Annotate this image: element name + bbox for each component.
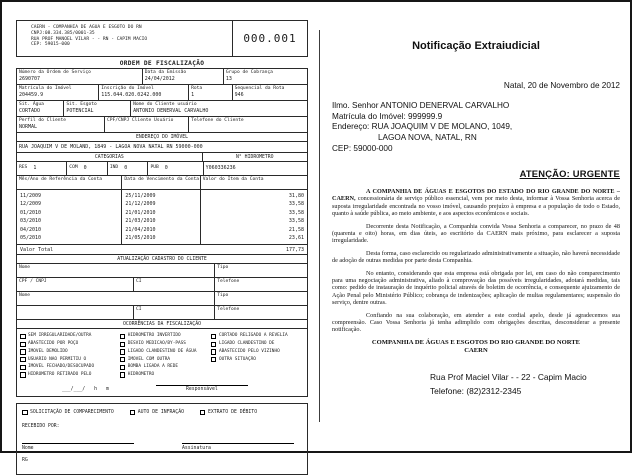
- checkbox-option: [211, 357, 305, 363]
- paragraph-1-lead: A COMPANHIA DE ÁGUAS E ESGOTOS DO ESTADO DO RIO GRANDE DO NORTE – CAERN,: [332, 187, 620, 203]
- checkbox-label: ABASTECIDO POR POÇO: [28, 341, 79, 347]
- category-ind: IND 0: [107, 162, 148, 175]
- cadastro-type: Tipo: [214, 264, 307, 277]
- category-com: COM 0: [66, 162, 107, 175]
- section-property-address: ENDEREÇO DO IMÓVEL: [16, 132, 308, 142]
- occurrences-columns: [20, 333, 305, 379]
- recipient-address-2: LAGOA NOVA, NATAL, RN: [378, 132, 477, 142]
- bill-table-body: [16, 189, 308, 245]
- letter-paragraph-2: Decorrente desta Notificação, a Companhia convida Vossa Senhoria a comparecer, no prazo de 48 (quarenta e oito) horas, em dias úteis, ao escritório da CAERN mais próximo, para esclarecer a suposta irregularidade.: [332, 222, 620, 245]
- company-address: RUA PROF MANOEL VILAR - - RN - CAPIM MACIO: [31, 36, 148, 42]
- checkbox-option: [20, 372, 120, 378]
- checkbox-option: [20, 333, 120, 339]
- checkbox-label: LIGADO CLANDESTINO DE ÁGUA: [127, 348, 197, 354]
- signature-lines: [22, 443, 302, 451]
- bill-value: 33,58: [288, 209, 304, 216]
- cadastro-row-4: [16, 305, 308, 320]
- form-row-status: [16, 100, 308, 117]
- inspection-order-form: [16, 20, 308, 475]
- field-client-phone: Telefone do Cliente: [188, 117, 307, 132]
- bill-header-due: Data de Vencimento da Conta: [121, 176, 199, 189]
- responsible-signature-line: Responsável: [156, 385, 248, 392]
- letter-body: [332, 188, 620, 334]
- checkbox-icon: [120, 334, 126, 340]
- checkbox-icon: [20, 372, 26, 378]
- checkbox-label: IMOVEL COM OUTRA: [127, 356, 171, 362]
- checkbox-icon: [20, 365, 26, 371]
- bill-ref: 12/2009: [20, 201, 42, 208]
- letter-title: Notificação Extraiudicial: [412, 40, 540, 52]
- checkbox-label: HIDROMETRO INVERTIDO: [127, 333, 181, 339]
- field-route-sequence: Sequencial da Rota 946: [232, 85, 307, 100]
- checkbox-label: DESVIO MEDICAO/BY-PASS: [127, 341, 186, 347]
- signature-company: COMPANHIA DE ÁGUAS E ESGOTOS DO RIO GRANDE DO NORTE: [371, 338, 581, 346]
- letter-paragraph-3: Desta forma, caso esclarecido ou regularizado administrativamente a situação, não haverá necessidade de adoção de outras medidas por parte desta Companhia.: [332, 249, 620, 265]
- checkbox-option: [120, 349, 211, 355]
- property-address-value: RUA JOAQUIM V DE MOLAND, 1849 - LAGOA NOVA NATAL RN 59000-000: [16, 141, 308, 153]
- bill-value: 33,58: [288, 218, 304, 225]
- checkbox-option: [20, 364, 120, 370]
- bill-col-due: [121, 190, 199, 244]
- checkbox-option: [20, 349, 120, 355]
- letter-recipient-block: [332, 101, 620, 155]
- checkbox-label: HIDROMETRO RETIRADO PELO: [28, 371, 92, 377]
- signature-acronym: CAERN: [464, 347, 488, 355]
- checkbox-icon: [120, 357, 126, 363]
- checkbox-icon: [120, 342, 126, 348]
- checkbox-option: [130, 410, 184, 416]
- notification-letter: [332, 32, 620, 398]
- field-client-name: Nome do Cliente usuário ANTONIO DENERVAL CARVALHO: [130, 101, 307, 116]
- company-cep: CEP: 59015-000: [31, 42, 70, 48]
- checkbox-label: ABASTECIDO PELO VIZINHO: [218, 348, 280, 354]
- letter-paragraph-1: [332, 188, 620, 218]
- field-sewage-status: Sit. Esgoto POTENCIAL: [63, 101, 130, 116]
- cadastro-row-3: [16, 291, 308, 306]
- occurrences-col-3: [211, 333, 305, 379]
- checkbox-icon: [22, 410, 28, 416]
- bill-col-ref: [17, 190, 121, 244]
- hydrometer-value: Y060336236: [203, 162, 307, 175]
- bill-ref: 01/2010: [20, 209, 42, 216]
- bill-ref: 03/2010: [20, 218, 42, 225]
- bill-value: 21,58: [288, 226, 304, 233]
- recipient-name: Ilmo. Senhor ANTONIO DENERVAL CARVALHO: [332, 101, 510, 110]
- checkbox-option: [211, 349, 305, 355]
- checkbox-icon: [20, 349, 26, 355]
- categories-title: CATEGORIAS: [17, 153, 203, 161]
- bill-due: 21/03/2010: [125, 218, 156, 225]
- letter-signature: [332, 339, 620, 355]
- category-res: RES 1: [19, 164, 37, 171]
- bill-col-value: [200, 190, 307, 244]
- checkbox-option: [20, 357, 120, 363]
- cadastro-phone: Telefone: [214, 306, 307, 319]
- letter-date: Natal, 20 de Novembro de 2012: [503, 81, 620, 90]
- bill-due: 25/11/2009: [125, 193, 156, 199]
- bill-due: 21/04/2010: [125, 226, 156, 233]
- company-header-box: [16, 20, 308, 57]
- checkbox-option: [120, 372, 211, 378]
- bill-ref: 04/2010: [20, 226, 42, 233]
- cadastro-ci: CI: [133, 278, 214, 291]
- recipient-address-1: Endereço: RUA JOAQUIM V DE MOLANO, 1049,: [332, 122, 513, 132]
- cadastro-name: Nome: [19, 265, 31, 271]
- bill-value: 31,80: [288, 193, 304, 199]
- checkbox-label: AUTO DE INFRAÇÃO: [137, 409, 184, 415]
- rg-label: RG: [22, 457, 28, 463]
- cadastro-empty: [17, 306, 133, 319]
- field-client-cpf: CPF/CNPJ Cliente Usuário: [104, 117, 188, 132]
- bill-value: 33,58: [288, 201, 304, 208]
- received-by-label: RECEBIDO POR:: [22, 424, 60, 430]
- occurrences-col-1: [20, 333, 120, 379]
- checkbox-label: SEM IRREGULARIDADE/OUTRA: [28, 333, 92, 339]
- checkbox-option: [22, 410, 114, 416]
- company-name: CAERN - COMPANHIA DE AGUA E ESGOTO DO RN: [31, 25, 142, 30]
- bill-due: 21/12/2009: [125, 201, 156, 208]
- attention-heading: ATENÇÃO: URGENTE: [519, 167, 620, 179]
- checkbox-icon: [20, 357, 26, 363]
- checkbox-option: [20, 341, 120, 347]
- recipient-registration: Matrícula do Imóvel: 999999.9: [332, 111, 443, 121]
- checkbox-icon: [130, 410, 136, 416]
- receipt-options: [22, 410, 302, 416]
- bill-due: 21/01/2010: [125, 209, 156, 216]
- field-client-profile: Perfil do Cliente NORMAL: [19, 118, 67, 130]
- field-route: Rota 1: [188, 85, 232, 100]
- field-property-inscription: Inscrição do Imóvel 115.044.020.0242.000: [98, 85, 188, 100]
- bill-header-ref: Mês/Ano de Referência da Conta: [19, 177, 102, 182]
- checkbox-option: [120, 333, 211, 339]
- bill-table-header: [16, 175, 308, 190]
- name-signature-line: Nome: [22, 443, 134, 451]
- document-number: 000.001: [232, 21, 307, 56]
- minute-label: m: [106, 386, 109, 392]
- page-fold-divider: [319, 30, 320, 422]
- form-row-service-order: [16, 68, 308, 85]
- checkbox-icon: [120, 372, 126, 378]
- checkbox-icon: [120, 349, 126, 355]
- cadastro-row-1: [16, 263, 308, 278]
- checkbox-icon: [211, 349, 217, 355]
- company-cnpj: CNPJ:08.334.385/0001-35: [31, 30, 95, 36]
- section-client-update: ATUALIZAÇÃO CADASTRO DO CLIENTE: [16, 254, 308, 264]
- checkbox-label: SOLICITAÇÃO DE COMPARECIMENTO: [30, 409, 114, 415]
- form-row-client: [16, 116, 308, 133]
- bill-value: 23,61: [288, 235, 304, 242]
- checkbox-option: [120, 357, 211, 363]
- checkbox-label: USUARIO NAO PERMITIU O: [28, 356, 87, 362]
- checkbox-icon: [120, 365, 126, 371]
- bill-total-label: Valor Total: [20, 246, 54, 253]
- checkbox-icon: [20, 342, 26, 348]
- field-billing-group: Grupo de Cobrança 13: [223, 69, 307, 84]
- field-water-status: Sit. Água CORTADO: [19, 102, 44, 114]
- cadastro-row-2: [16, 277, 308, 292]
- checkbox-label: BOMBA LIGADA A REDE: [127, 364, 178, 370]
- footer-phone: Telefone: (82)2312-2345: [430, 385, 522, 396]
- checkbox-icon: [211, 334, 217, 340]
- checkbox-option: [211, 341, 305, 347]
- checkbox-label: IMOVEL DEMOLIDO: [28, 348, 68, 354]
- letter-paragraph-4: No entanto, considerando que esta empresa está obrigada por lei, em caso do não comparecimento para uma negociação administrativa, aliado à comprovação das possíveis irregularidades, adotará medidas, tais como: pedido de instauração de inquérito policial através de boletim de ocorrência, e consequente ajuizamento de Ação Penal pelo Ministério Público; cobrança de indenizações; aplicação de multas regulamentares; suspensão do serviço, dentre outras.: [332, 269, 620, 307]
- form-title: ORDEM DE FISCALIZAÇÃO: [119, 60, 205, 67]
- checkbox-option: [211, 333, 305, 339]
- section-occurrences: OCORRÊNCIAS DA FISCALIZAÇÃO: [16, 319, 308, 329]
- receipt-box: [16, 403, 308, 475]
- section-categories-hydrometer: [16, 152, 308, 162]
- checkbox-icon: [211, 357, 217, 363]
- bill-header-value: Valor do Item da Conta: [200, 176, 307, 189]
- form-row-categories: [16, 161, 308, 176]
- checkbox-label: EXTRATO DE DÉBITO: [207, 409, 258, 415]
- bill-due: 21/05/2010: [125, 235, 156, 242]
- signature-line: Assinatura: [182, 443, 294, 451]
- field-emission-date: Data da Emissão 24/04/2012: [142, 69, 223, 84]
- cadastro-type: Tipo: [214, 292, 307, 305]
- recipient-cep: CEP: 59000-000: [332, 144, 393, 154]
- checkbox-label: OUTRA SITUAÇÃO: [218, 356, 256, 362]
- checkbox-option: [200, 410, 257, 416]
- category-pub: PUB 0: [147, 162, 202, 175]
- checkbox-label: CORTADO RELIGADO A REVELIA: [218, 333, 288, 339]
- paragraph-1-rest: concessionária de serviço público essencial, vem por meio desta, informar à Vossa Senhoria acerca de suposta irregularidade encontrada no vosso imóvel, causando prejuízo à empresa e a população de todo o Estado, quanto à saúde pública, ao meio ambiente, e aos aspectos econômicos e sociais.: [332, 195, 620, 218]
- bill-total-value: 177,73: [285, 246, 304, 253]
- form-row-property: [16, 84, 308, 101]
- company-info: [17, 21, 232, 56]
- checkbox-icon: [20, 334, 26, 340]
- checkbox-label: HIDROMETRO: [127, 371, 155, 377]
- checkbox-option: [120, 341, 211, 347]
- inspection-date-line: [20, 385, 305, 392]
- checkbox-icon: [200, 410, 206, 416]
- checkbox-icon: [211, 342, 217, 348]
- hydrometer-title: N° HIDROMETRO: [236, 154, 274, 160]
- bill-ref: 05/2010: [20, 235, 42, 242]
- field-property-registration: Matrícula do Imóvel 204459.9: [19, 86, 72, 98]
- cadastro-phone: Telefone: [214, 278, 307, 291]
- checkbox-label: LIGADO CLANDESTINO DE: [218, 341, 275, 347]
- occurrences-box: [16, 328, 308, 396]
- cadastro-ci: CI: [133, 306, 214, 319]
- cadastro-cpf: CPF / CNPJ: [19, 279, 47, 285]
- checkbox-label: IMOVEL FECHADO/DESOCUPADO: [28, 364, 95, 370]
- footer-address: Rua Prof Maciel Vilar - - 22 - Capim Macio: [430, 372, 587, 383]
- bill-ref: 11/2009: [20, 193, 42, 199]
- hour-label: h: [94, 386, 97, 392]
- letter-footer: [332, 371, 620, 398]
- occurrences-col-2: [120, 333, 211, 379]
- cadastro-name: Nome: [19, 293, 31, 299]
- letter-paragraph-5: Confiando na sua colaboração, em atender a este cordial apelo, desde já agradecemos sua compreensão. Caso Vossa Senhoria já tenha adimplido com obrigações descritas, desconsiderar a presente notificação.: [332, 311, 620, 334]
- date-placeholder: ___/___/: [62, 386, 86, 392]
- checkbox-option: [120, 364, 211, 370]
- field-service-order-number: Número da Ordem de Serviço 2690707: [19, 70, 91, 82]
